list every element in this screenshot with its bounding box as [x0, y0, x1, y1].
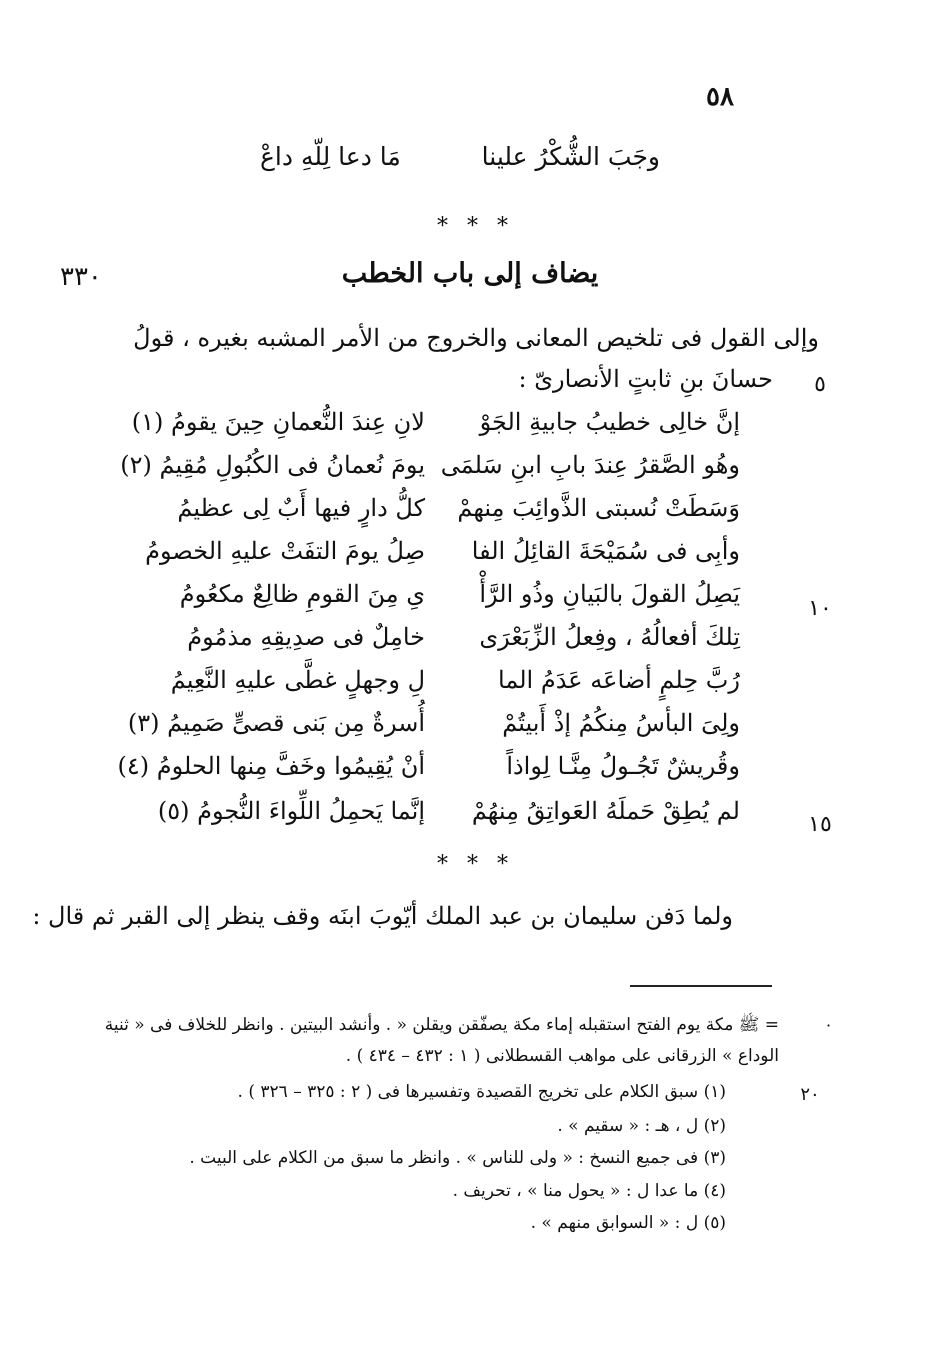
- section-title: يضاف إلى باب الخطب: [341, 258, 599, 289]
- section-number: ٣٣٠: [60, 262, 102, 292]
- footnote: (٢) ل ، هـ : « سقيم » .: [557, 1116, 726, 1136]
- separator-stars: * * *: [437, 852, 514, 877]
- poem-first-hemistich: رُبَّ حِلمٍ أضاعَه عَدَمُ الما: [498, 666, 740, 694]
- poem-verse: [120, 451, 740, 491]
- verse-second-hemistich: مَا دعا لِلّهِ داعْ: [260, 142, 401, 171]
- poem-second-hemistich: إنَّما يَحمِلُ اللِّواءَ النُّجومُ (٥): [157, 797, 425, 825]
- poem-verse: [127, 709, 740, 749]
- poem-first-hemistich: إنَّ خالِى خطيبُ جابيةِ الجَوْ: [479, 408, 740, 436]
- poem-first-hemistich: وهُو الصَّقرُ عِندَ بابِ ابنِ سَلمَى: [440, 451, 740, 479]
- poem-second-hemistich: ىِ مِنَ القومِ ظالِعٌ مكعُومُ: [179, 580, 425, 608]
- footnote-continuation: الوداع » الزرقانى على مواهب القسطلانى ( ١ : ٤٣٢ – ٤٣٤ ) .: [345, 1046, 779, 1066]
- margin-dot: ·: [826, 1016, 832, 1035]
- closing-line: ولما دَفن سليمان بن عبد الملك أيّوبَ ابنَه وقف ينظر إلى القبر ثم قال :: [32, 902, 733, 930]
- footnote: (٤) ما عدا ل : « يحول منا » ، تحريف .: [452, 1181, 726, 1201]
- footnote-continuation: = ﷺ مكة يوم الفتح استقبله إماء مكة يصفّقن ويقلن « . وأنشد البيتين . وانظر للخلاف فى « ثنية: [104, 1015, 779, 1035]
- poem-first-hemistich: وأبِى فى سُمَيْحَةَ القائِلُ الفا: [471, 537, 740, 565]
- footnote-rule: [630, 985, 772, 987]
- footnote: (٣) فى جميع النسخ : « ولى للناس » . وانظر ما سبق من الكلام على البيت .: [189, 1148, 726, 1168]
- poem-verse: [140, 623, 740, 663]
- poem-second-hemistich: أنْ يُقِيمُوا وخَفَّ مِنها الحلومُ (٤): [117, 752, 425, 780]
- poem-second-hemistich: صِلُ يومَ التفَتْ عليهِ الخصومُ: [145, 537, 425, 565]
- poem-second-hemistich: كلُّ دارٍ فيها أَبٌ لِى عظيمُ: [177, 494, 425, 522]
- poem-first-hemistich: وقُريشٌ تَجُـولُ مِنَّـا لِواذاً: [506, 752, 740, 780]
- poem-first-hemistich: لم يُطِقْ حَملَهُ العَواتِقُ مِنهُمْ: [471, 797, 740, 825]
- poem-first-hemistich: تِلكَ أفعالُهُ ، وفِعلُ الزِّبَعْرَى: [479, 623, 740, 651]
- intro-line-1: وإلى القول فى تلخيص المعانى والخروج من الأمر المشبه بغيره ، قولُ: [133, 324, 819, 352]
- poem-second-hemistich: خامِلٌ فى صدِيقِهِ مذمُومُ: [187, 623, 425, 651]
- poem-second-hemistich: لانِ عِندَ النُّعمانِ حِينَ يقومُ (١): [131, 408, 425, 436]
- poem-verse: [131, 408, 740, 448]
- poem-first-hemistich: وَسَطَتْ نُسبتى الذَّوائِبَ مِنهمْ: [457, 494, 740, 522]
- verse-first-hemistich: وجَبَ الشُّكْرُ علينا: [481, 142, 660, 171]
- poem-verse: [140, 537, 740, 577]
- poem-verse: [140, 494, 740, 534]
- line-number: ١٥: [808, 812, 832, 837]
- line-number: ٢٠: [800, 1084, 820, 1105]
- poem-verse: [117, 752, 740, 792]
- footnote: (١) سبق الكلام على تخريج القصيدة وتفسيرها فى ( ٢ : ٣٢٥ – ٣٢٦ ) .: [237, 1082, 726, 1102]
- intro-line-2: حسانَ بنِ ثابتٍ الأنصارىّ :: [518, 365, 773, 393]
- poem-verse: [140, 797, 740, 837]
- poem-second-hemistich: لِ وجهلٍ غطَّى عليهِ النَّعِيمُ: [170, 666, 425, 694]
- footnote: (٥) ل : « السوابق منهم » .: [530, 1213, 726, 1233]
- separator-stars: * * *: [437, 214, 514, 239]
- poem-second-hemistich: يومَ نُعمانُ فى الكُبُولِ مُقِيمُ (٢): [120, 451, 425, 479]
- poem-verse: [140, 580, 740, 620]
- poem-first-hemistich: يَصِلُ القولَ بالبَيانِ وذُو الرَّأْ: [479, 580, 740, 608]
- page-number: ٥٨: [706, 82, 734, 112]
- line-number: ٥: [814, 372, 826, 397]
- poem-second-hemistich: أُسرةٌ مِن بَنى قصىٍّ صَمِيمُ (٣): [127, 709, 425, 737]
- poem-first-hemistich: ولِىَ البأسُ مِنكُمُ إذْ أَبيتُمْ: [502, 709, 740, 737]
- poem-verse: [140, 666, 740, 706]
- line-number: ١٠: [808, 596, 832, 621]
